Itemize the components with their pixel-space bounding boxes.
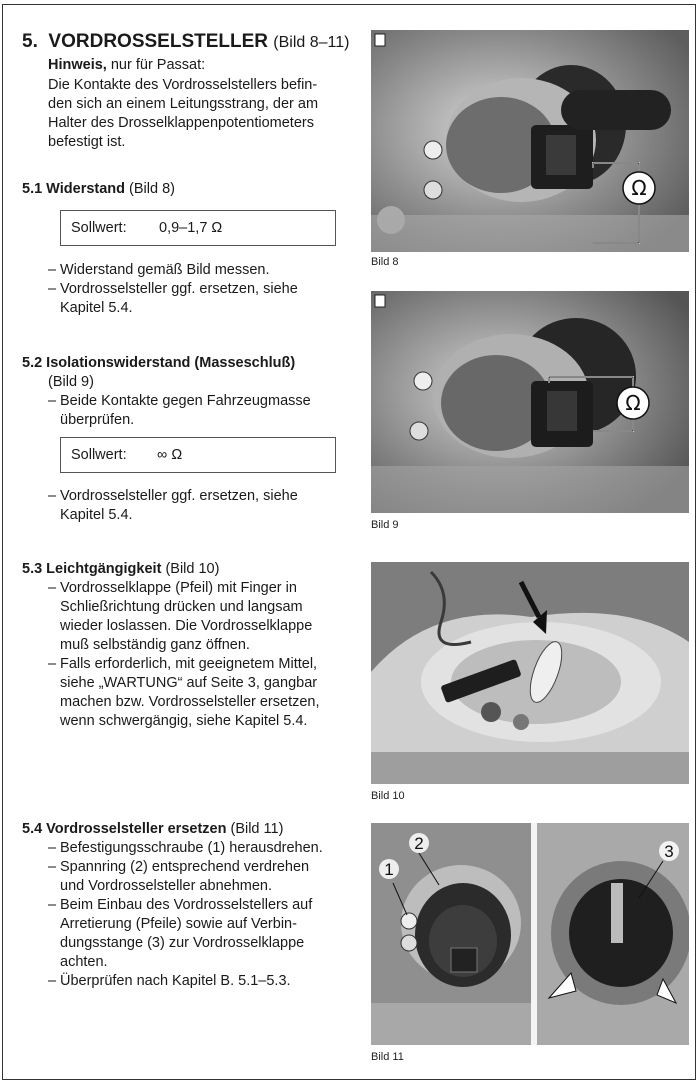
ohm-symbol: Ω <box>625 391 641 415</box>
step-item: – Überprüfen nach Kapitel B. 5.1–5.3. <box>48 972 368 991</box>
callout-1: 1 <box>384 860 394 879</box>
section-title: VORDROSSELSTELLER <box>48 31 268 52</box>
intro-paragraph <box>48 76 348 152</box>
step-item: – Befestigungsschraube (1) herausdrehen. <box>48 839 368 858</box>
sollwert-label: Sollwert: <box>71 446 127 463</box>
photo-bild-9 <box>371 291 689 513</box>
heading-ref: (Bild 10) <box>165 561 220 577</box>
hint-text: nur für Passat: <box>110 57 206 73</box>
caption-bild-9: Bild 9 <box>371 519 399 531</box>
section-5-3-heading <box>22 560 219 579</box>
heading-ref: (Bild 8) <box>129 181 175 197</box>
sollwert-box-insulation <box>60 437 336 473</box>
step-item: – Widerstand gemäß Bild messen. <box>48 261 348 280</box>
section-ref: (Bild 8–11) <box>273 34 350 51</box>
caption-bild-11: Bild 11 <box>371 1051 404 1063</box>
step-item: – Vordrosselsteller ggf. ersetzen, siehe Kapitel 5.4. <box>48 280 348 318</box>
sollwert-label: Sollwert: <box>71 219 127 236</box>
section-5-2-step-2 <box>48 487 348 525</box>
section-5-1-heading <box>22 180 175 199</box>
heading-ref: (Bild 9) <box>48 374 94 390</box>
photo-bild-10 <box>371 562 689 784</box>
section-number: 5. <box>22 31 38 52</box>
photo-bild-11 <box>371 823 689 1045</box>
heading-text: 5.3 Leichtgängigkeit <box>22 561 162 577</box>
step-item: – Vordrosselklappe (Pfeil) mit Finger in Schließrichtung drücken und langsam wieder loslassen. Die Vordrosselklappe muß selbständig ganz öffnen. <box>48 579 358 655</box>
intro-line: befestigt ist. <box>48 134 126 150</box>
step-item: – Vordrosselsteller ggf. ersetzen, siehe Kapitel 5.4. <box>48 487 348 525</box>
photo-bild-8 <box>371 30 689 252</box>
step-item: – Spannring (2) entsprechend verdrehen und Vordrosselsteller abnehmen. <box>48 858 368 896</box>
heading-ref: (Bild 11) <box>230 821 284 837</box>
sollwert-box-resistance <box>60 210 336 246</box>
hint-line <box>48 56 205 75</box>
sollwert-value: ∞ Ω <box>157 446 183 463</box>
intro-line: Die Kontakte des Vordrosselstellers befin- <box>48 77 318 93</box>
caption-bild-10: Bild 10 <box>371 790 405 802</box>
hint-label: Hinweis, <box>48 57 107 73</box>
sollwert-value: 0,9–1,7 Ω <box>159 219 223 236</box>
callout-2: 2 <box>414 834 424 853</box>
ohm-symbol: Ω <box>631 176 647 200</box>
section-5-4-heading <box>22 820 283 839</box>
section-5-4-steps <box>48 839 368 991</box>
step-item: – Beide Kontakte gegen Fahrzeugmasse überprüfen. <box>48 392 348 430</box>
step-item: – Falls erforderlich, mit geeignetem Mittel, siehe „WARTUNG“ auf Seite 3, gangbar machen bzw. Vordrosselsteller ersetzen, wenn schwergängig, siehe Kapitel 5.4. <box>48 655 358 731</box>
intro-line: den sich an einem Leitungsstrang, der am <box>48 96 319 112</box>
heading-text: 5.1 Widerstand <box>22 181 126 197</box>
heading-text: 5.2 Isolationswiderstand (Masseschluß) <box>22 355 296 371</box>
section-5-2-step-1 <box>48 392 348 430</box>
section-5-3-steps <box>48 579 358 731</box>
caption-bild-8: Bild 8 <box>371 256 399 268</box>
section-5-heading <box>22 30 349 55</box>
step-item: – Beim Einbau des Vordrosselstellers auf Arretierung (Pfeile) sowie auf Verbin- dungsstange (3) zur Vordrosselklappe achten. <box>48 896 368 972</box>
intro-line: Halter des Drosselklappenpotentiometers <box>48 115 314 131</box>
callout-3: 3 <box>664 842 674 861</box>
section-5-2-heading <box>22 354 342 392</box>
heading-text: 5.4 Vordrosselsteller ersetzen <box>22 821 227 837</box>
section-5-1-steps <box>48 261 348 318</box>
